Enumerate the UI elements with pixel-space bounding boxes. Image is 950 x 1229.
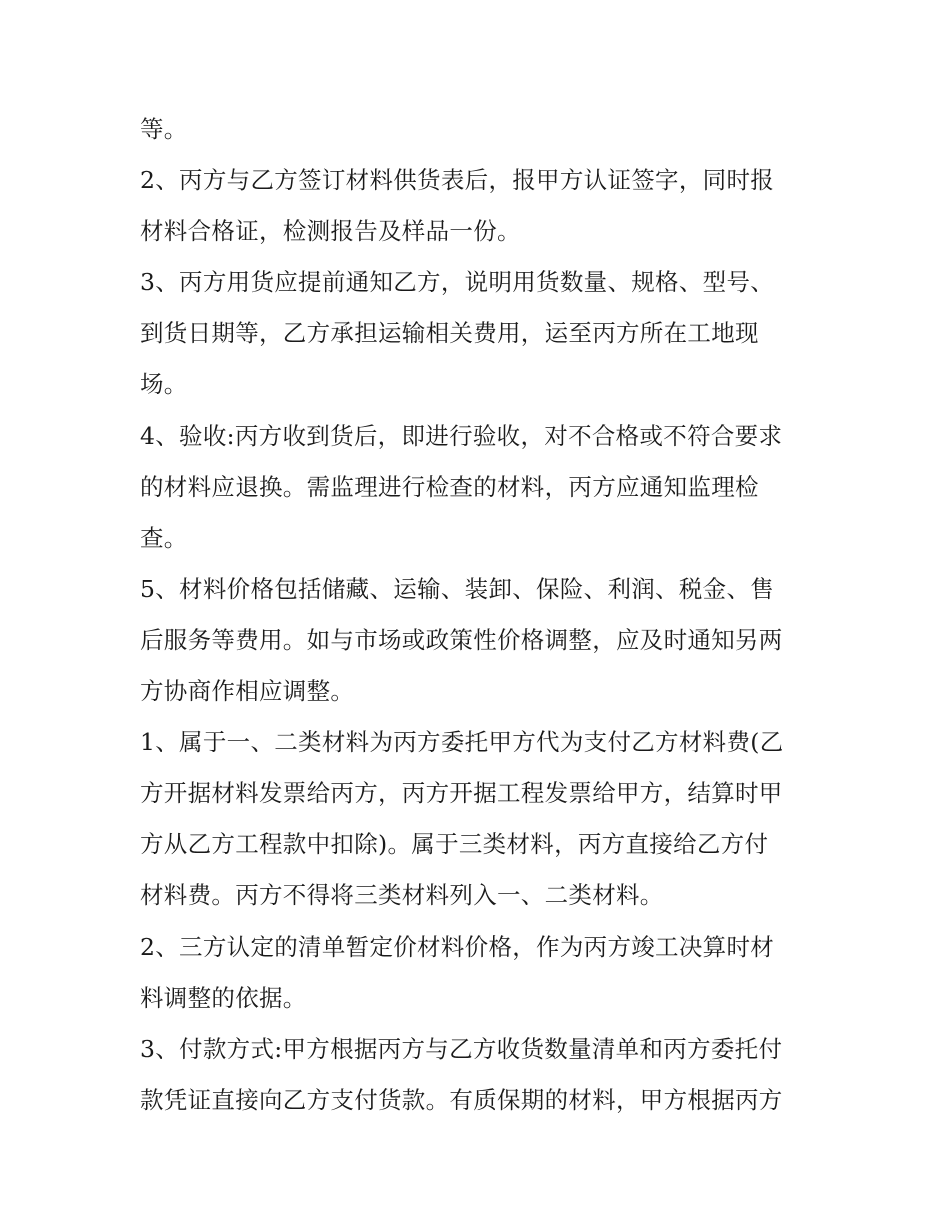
text-line: 方开据材料发票给丙方，丙方开据工程发票给甲方，结算时甲 [140, 779, 783, 808]
document-body [140, 104, 820, 1126]
text-line: 3、付款方式:甲方根据丙方与乙方收货数量清单和丙方委托付 [140, 1034, 783, 1063]
text-line: 方从乙方工程款中扣除)。属于三类材料，丙方直接给乙方付 [140, 830, 769, 859]
paragraph-payment-item-3-payment-method [140, 1024, 820, 1126]
paragraph-item-3-delivery-notice [140, 257, 820, 410]
text-line: 3、丙方用货应提前通知乙方，说明用货数量、规格、型号、 [140, 268, 775, 297]
text-line: 材料合格证，检测报告及样品一份。 [140, 217, 521, 246]
text-line: 5、材料价格包括储藏、运输、装卸、保险、利润、税金、售 [140, 574, 775, 603]
paragraph-item-2-supply-form [140, 155, 820, 257]
paragraph-payment-item-2-provisional-price [140, 922, 820, 1024]
text-line: 等。 [140, 115, 188, 143]
text-line: 4、验收:丙方收到货后，即进行验收，对不合格或不符合要求 [140, 421, 783, 450]
text-line: 方协商作相应调整。 [140, 677, 355, 706]
text-line: 材料费。丙方不得将三类材料列入一、二类材料。 [140, 881, 664, 910]
paragraph-payment-item-1-material-classes [140, 717, 820, 921]
paragraph-item-4-acceptance [140, 411, 820, 564]
text-line: 款凭证直接向乙方支付货款。有质保期的材料，甲方根据丙方 [140, 1085, 783, 1114]
paragraph-item-5-material-price [140, 564, 820, 717]
text-line: 1、属于一、二类材料为丙方委托甲方代为支付乙方材料费(乙 [140, 728, 784, 757]
text-line: 2、三方认定的清单暂定价材料价格，作为丙方竣工决算时材 [140, 932, 775, 961]
text-line: 场。 [140, 370, 188, 399]
text-line: 的材料应退换。需监理进行检查的材料，丙方应通知监理检 [140, 472, 759, 501]
paragraph-continuation [140, 104, 820, 155]
text-line: 2、丙方与乙方签订材料供货表后，报甲方认证签字，同时报 [140, 166, 775, 195]
text-line: 料调整的依据。 [140, 983, 307, 1012]
text-line: 查。 [140, 523, 188, 552]
text-line: 后服务等费用。如与市场或政策性价格调整，应及时通知另两 [140, 625, 783, 654]
text-line: 到货日期等，乙方承担运输相关费用，运至丙方所在工地现 [140, 319, 759, 348]
